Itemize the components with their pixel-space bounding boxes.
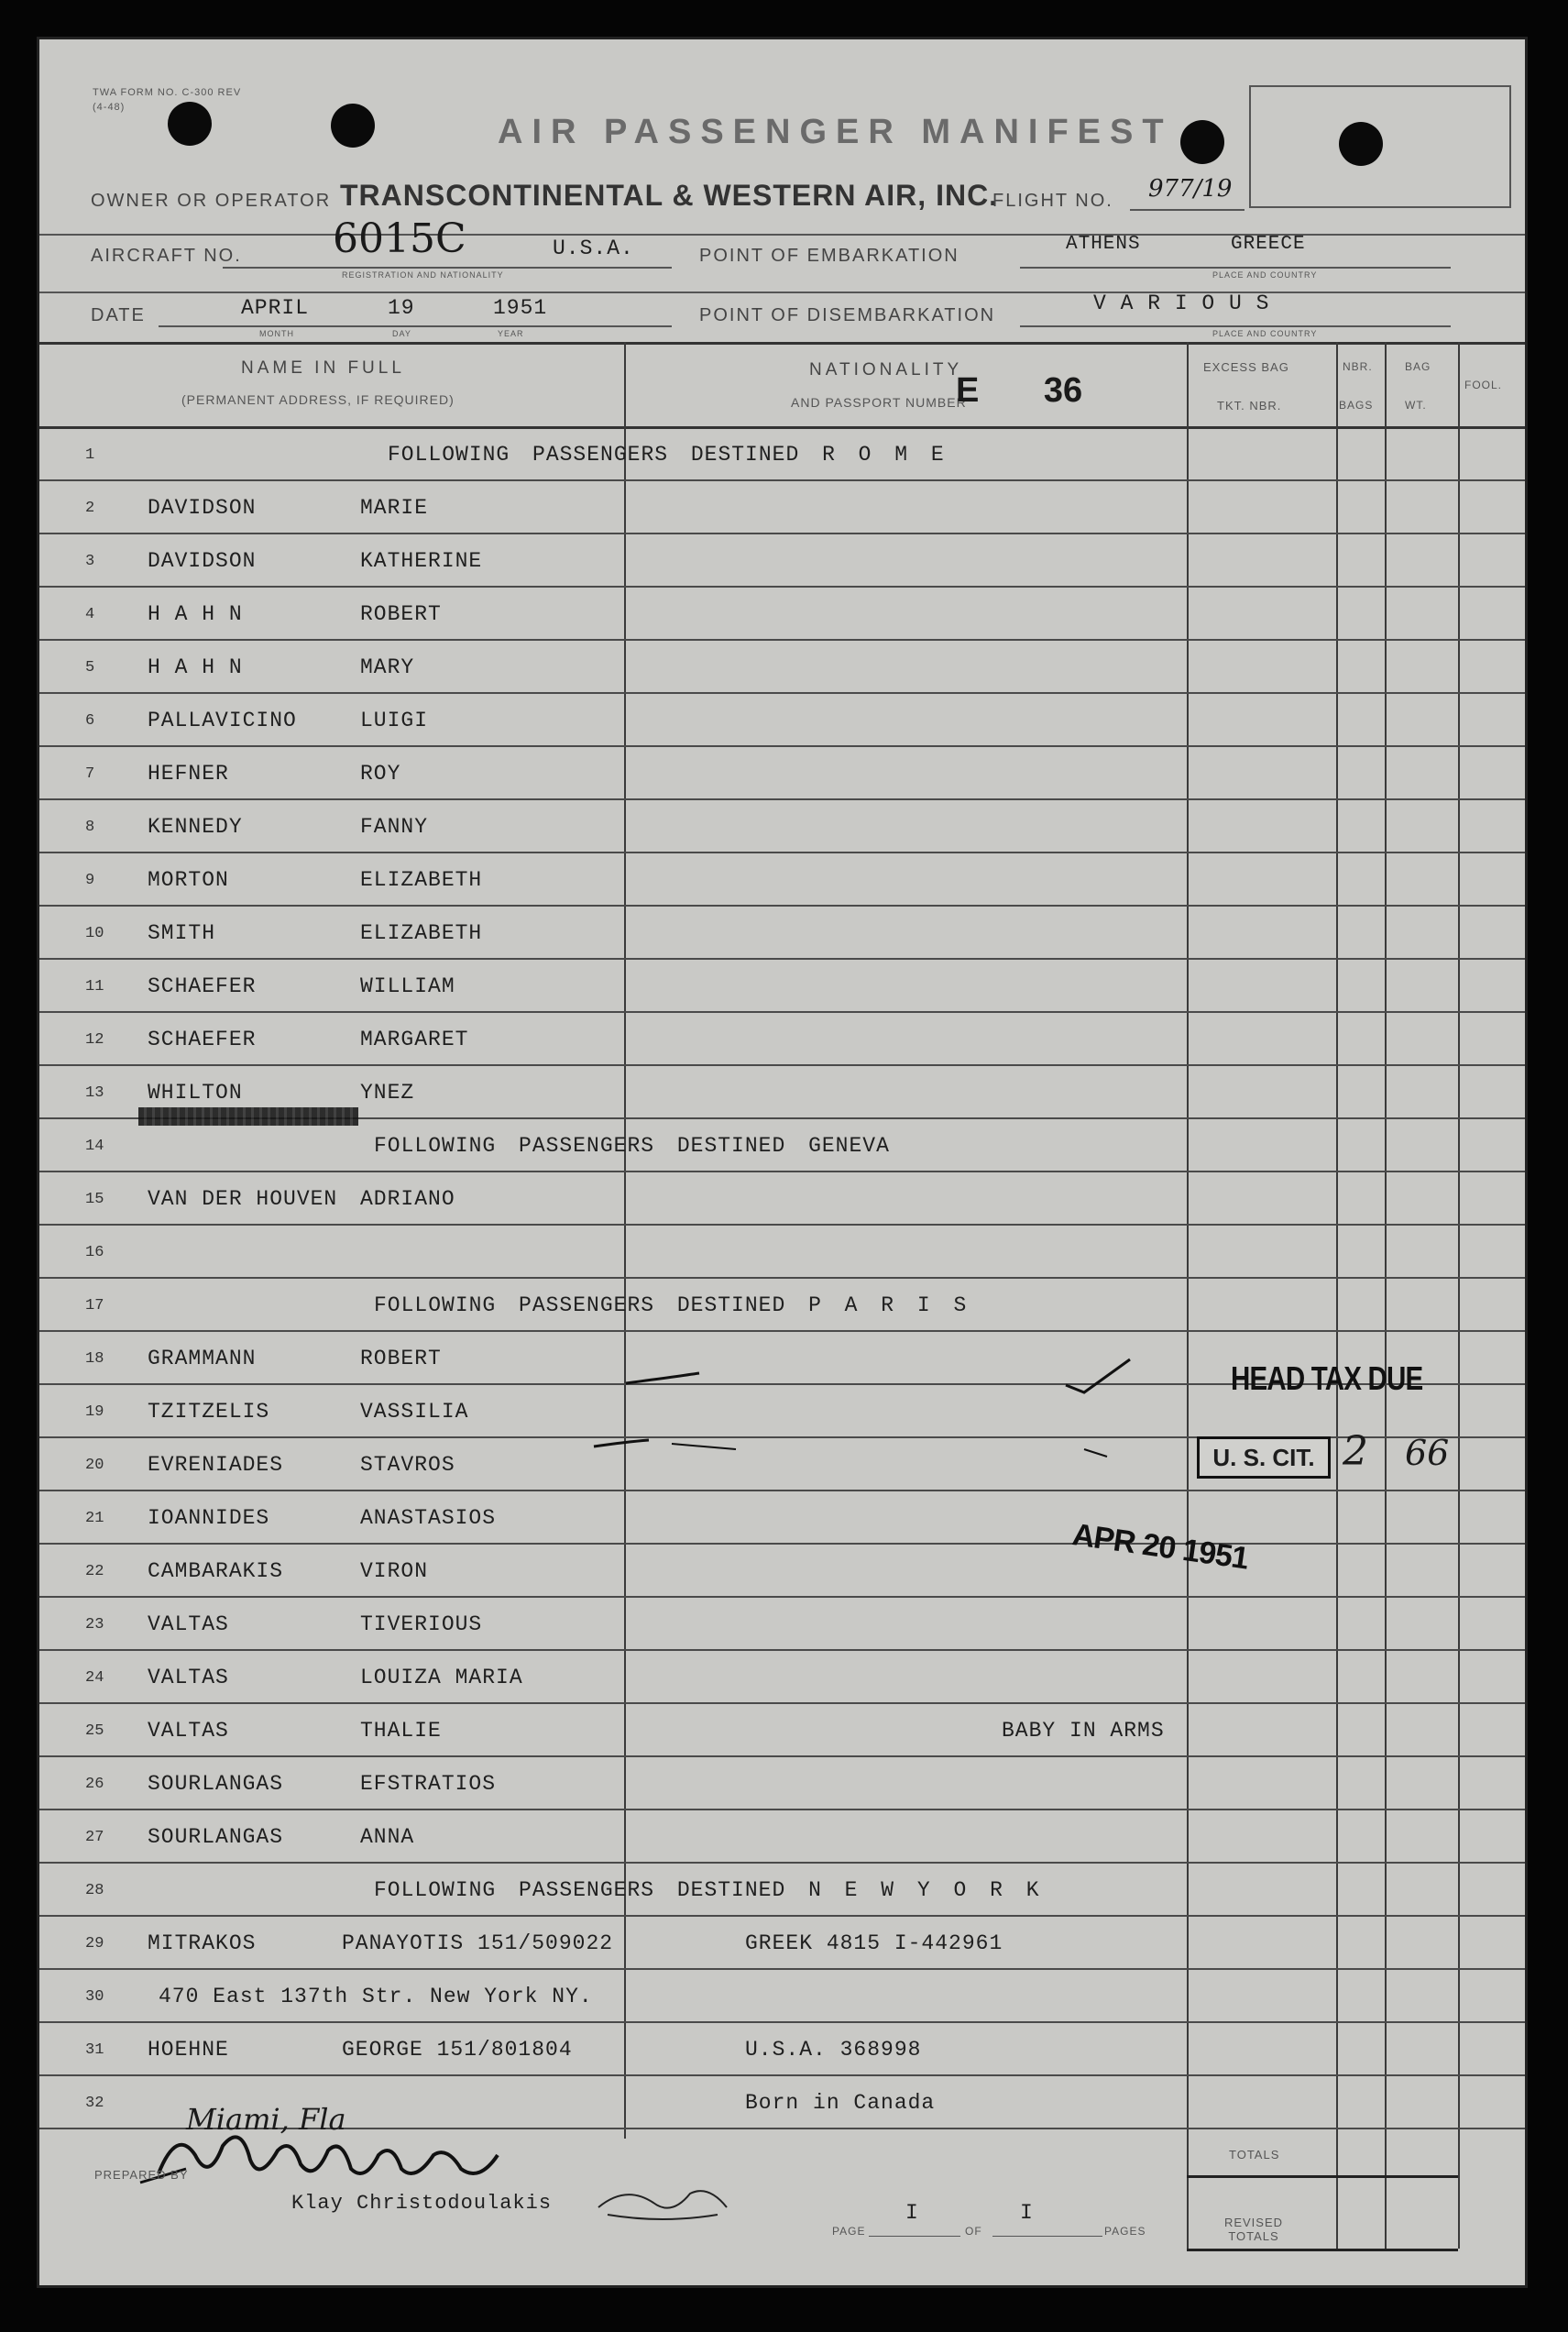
disembark-label: POINT OF DISEMBARKATION <box>699 305 996 325</box>
col-header-excess: EXCESS BAG <box>1203 360 1289 374</box>
row-number: 1 <box>85 446 95 464</box>
form-number: TWA FORM NO. C-300 REV <box>93 87 242 98</box>
col-header-nbr: NBR. <box>1343 360 1373 373</box>
row-number: 18 <box>85 1350 104 1368</box>
pen-marks <box>39 39 1530 2291</box>
passenger-surname: SOURLANGAS <box>148 1825 284 1849</box>
row-number: 25 <box>85 1722 104 1740</box>
passenger-given-name: EFSTRATIOS <box>360 1772 497 1796</box>
signature <box>131 2118 571 2201</box>
row-number: 20 <box>85 1457 104 1474</box>
passenger-given-name: THALIE <box>360 1719 442 1743</box>
passenger-detail: GREEK 4815 I-442961 <box>745 1931 1003 1955</box>
embark-country: GREECE <box>1231 234 1306 255</box>
row-number: 10 <box>85 925 104 942</box>
embark-label: POINT OF EMBARKATION <box>699 246 959 266</box>
passenger-surname: KENNEDY <box>148 815 243 839</box>
passenger-surname: SOURLANGAS <box>148 1772 284 1796</box>
registration-caption: REGISTRATION AND NATIONALITY <box>342 270 504 280</box>
disembark-place: V A R I O U S <box>1093 292 1270 315</box>
row-number: 5 <box>85 659 95 676</box>
passenger-given-name: ANASTASIOS <box>360 1506 497 1530</box>
row-number: 21 <box>85 1510 104 1527</box>
us-citizen-label: U. S. CIT. <box>1212 1444 1315 1471</box>
nationality-handwritten-mark: E 36 <box>956 371 1083 410</box>
row-number: 22 <box>85 1563 104 1580</box>
passenger-given-name: MARY <box>360 655 415 679</box>
day-caption: DAY <box>392 329 411 338</box>
passenger-surname: SMITH <box>148 921 216 945</box>
destination-note: FOLLOWING PASSENGERS DESTINED GENEVA <box>374 1134 890 1158</box>
col-header-nbr-sub: BAGS <box>1339 399 1374 412</box>
page-label: PAGE <box>832 2225 866 2238</box>
passenger-given-name: KATHERINE <box>360 549 483 573</box>
prepared-by-label: PREPARED BY <box>94 2168 189 2182</box>
passenger-given-name: VASSILIA <box>360 1400 469 1424</box>
row-number: 9 <box>85 872 95 889</box>
us-citizen-code: 66 <box>1405 1433 1450 1473</box>
passenger-surname: SCHAEFER <box>148 1028 257 1051</box>
prepared-by-name: Klay Christodoulakis <box>291 2192 553 2215</box>
form-revision: (4-48) <box>93 102 126 113</box>
page-underline <box>869 2236 960 2237</box>
passenger-surname: VALTAS <box>148 1666 229 1689</box>
col-header-nationality: NATIONALITY <box>809 360 963 380</box>
head-tax-stamp: HEAD TAX DUE <box>1231 1359 1423 1397</box>
page-title: AIR PASSENGER MANIFEST <box>498 113 1173 151</box>
passenger-surname: PALLAVICINO <box>148 709 297 732</box>
passenger-surname: H A H N <box>148 602 243 626</box>
col-header-bag: BAG <box>1405 360 1431 373</box>
row-number: 31 <box>85 2041 104 2059</box>
row-number: 15 <box>85 1191 104 1208</box>
row-number: 8 <box>85 819 95 836</box>
passenger-surname: MITRAKOS <box>148 1931 257 1955</box>
passenger-detail: Born in Canada <box>745 2091 936 2115</box>
passenger-surname: VALTAS <box>148 1612 229 1636</box>
passenger-given-name: STAVROS <box>360 1453 455 1477</box>
pages-underline <box>992 2236 1102 2237</box>
passenger-surname: WHILTON <box>148 1081 243 1105</box>
date-day: 19 <box>388 296 415 320</box>
passenger-surname: GRAMMANN <box>148 1347 257 1370</box>
passenger-surname: H A H N <box>148 655 243 679</box>
passenger-given-name: MARIE <box>360 496 429 520</box>
flight-number: 977/19 <box>1148 175 1233 203</box>
aircraft-country: U.S.A. <box>553 236 634 260</box>
date-received-stamp: APR 20 1951 <box>1069 1517 1251 1577</box>
passenger-surname: MORTON <box>148 868 229 892</box>
passenger-surname: EVRENIADES <box>148 1453 284 1477</box>
row-number: 30 <box>85 1988 104 2006</box>
destination-note: FOLLOWING PASSENGERS DESTINED N E W Y O R K <box>374 1878 1040 1902</box>
col-header-fool: FOOL. <box>1464 379 1503 391</box>
passenger-given-name: ELIZABETH <box>360 921 483 945</box>
aircraft-number: 6015C <box>333 215 466 262</box>
passenger-given-name: GEORGE 151/801804 <box>342 2038 573 2062</box>
row-number: 6 <box>85 712 95 730</box>
passenger-surname: IOANNIDES <box>148 1506 270 1530</box>
col-header-name-sub: (PERMANENT ADDRESS, IF REQUIRED) <box>181 392 455 407</box>
passenger-given-name: ELIZABETH <box>360 868 483 892</box>
date-month: APRIL <box>241 296 310 320</box>
passenger-given-name: FANNY <box>360 815 429 839</box>
passenger-surname: 470 East 137th Str. New York NY. <box>159 1985 593 2008</box>
flight-label: FLIGHT NO. <box>992 191 1113 211</box>
passenger-given-name: ROBERT <box>360 602 442 626</box>
row-number: 11 <box>85 978 104 996</box>
passenger-given-name: LUIGI <box>360 709 429 732</box>
passenger-surname: VALTAS <box>148 1719 229 1743</box>
us-citizen-count: 2 <box>1343 1428 1368 1475</box>
col-header-excess-sub: TKT. NBR. <box>1217 399 1282 412</box>
totals-label: TOTALS <box>1229 2148 1280 2162</box>
row-number: 17 <box>85 1297 104 1314</box>
year-caption: YEAR <box>498 329 524 338</box>
passenger-surname: SCHAEFER <box>148 974 257 998</box>
col-header-nationality-sub: AND PASSPORT NUMBER <box>791 395 967 410</box>
row-number: 7 <box>85 765 95 783</box>
row-number: 26 <box>85 1776 104 1793</box>
passenger-given-name: MARGARET <box>360 1028 469 1051</box>
passenger-given-name: TIVERIOUS <box>360 1612 483 1636</box>
passenger-given-name: PANAYOTIS 151/509022 <box>342 1931 614 1955</box>
manifest-page <box>37 37 1528 2288</box>
revised-totals-label: REVISED TOTALS <box>1223 2216 1284 2243</box>
rule <box>1187 2175 1458 2178</box>
passenger-given-name: ROY <box>360 762 401 786</box>
col-header-bag-sub: WT. <box>1405 399 1427 412</box>
row-number: 16 <box>85 1244 104 1261</box>
handwritten-city: Miami, Fla <box>186 2102 346 2137</box>
owner-name: TRANSCONTINENTAL & WESTERN AIR, INC. <box>340 179 999 212</box>
row-number: 29 <box>85 1935 104 1952</box>
passenger-given-name: LOUIZA MARIA <box>360 1666 523 1689</box>
of-label: OF <box>965 2225 982 2238</box>
destination-note: FOLLOWING PASSENGERS DESTINED P A R I S <box>374 1293 968 1317</box>
passenger-surname: VAN DER HOUVEN <box>148 1187 338 1211</box>
passenger-given-name: ROBERT <box>360 1347 442 1370</box>
row-number: 32 <box>85 2095 104 2112</box>
pages-label: PAGES <box>1104 2225 1146 2238</box>
row-number: 4 <box>85 606 95 623</box>
row-number: 12 <box>85 1031 104 1049</box>
preparer-signature <box>589 2180 736 2226</box>
pages-total: I <box>1020 2201 1034 2225</box>
owner-label: OWNER OR OPERATOR <box>91 191 332 211</box>
rule <box>1187 2249 1458 2251</box>
passenger-surname: DAVIDSON <box>148 496 257 520</box>
embark-place: ATHENS <box>1066 234 1141 255</box>
row-number: 23 <box>85 1616 104 1634</box>
month-caption: MONTH <box>259 329 294 338</box>
passenger-surname: CAMBARAKIS <box>148 1559 284 1583</box>
passenger-surname: TZITZELIS <box>148 1400 270 1424</box>
passenger-detail: BABY IN ARMS <box>1002 1719 1165 1743</box>
passenger-given-name: YNEZ <box>360 1081 415 1105</box>
passenger-surname: HEFNER <box>148 762 229 786</box>
row-number: 13 <box>85 1084 104 1102</box>
destination-note: FOLLOWING PASSENGERS DESTINED R O M E <box>388 443 945 467</box>
passenger-given-name: WILLIAM <box>360 974 455 998</box>
passenger-given-name: ADRIANO <box>360 1187 455 1211</box>
row-number: 19 <box>85 1403 104 1421</box>
passenger-given-name: ANNA <box>360 1825 415 1849</box>
row-number: 27 <box>85 1829 104 1846</box>
row-number: 14 <box>85 1138 104 1155</box>
place-country-caption: PLACE AND COUNTRY <box>1212 270 1318 280</box>
place-country-caption: PLACE AND COUNTRY <box>1212 329 1318 338</box>
row-number: 28 <box>85 1882 104 1899</box>
passenger-surname: DAVIDSON <box>148 549 257 573</box>
row-number: 24 <box>85 1669 104 1687</box>
us-citizen-stamp <box>1197 1436 1331 1479</box>
aircraft-label: AIRCRAFT NO. <box>91 246 242 266</box>
passenger-detail: U.S.A. 368998 <box>745 2038 922 2062</box>
row-number: 2 <box>85 500 95 517</box>
passenger-given-name: VIRON <box>360 1559 429 1583</box>
date-year: 1951 <box>493 296 548 320</box>
passenger-surname: HOEHNE <box>148 2038 229 2062</box>
page-number: I <box>905 2201 919 2225</box>
date-label: DATE <box>91 305 146 325</box>
col-header-name: NAME IN FULL <box>241 358 405 378</box>
row-number: 3 <box>85 553 95 570</box>
